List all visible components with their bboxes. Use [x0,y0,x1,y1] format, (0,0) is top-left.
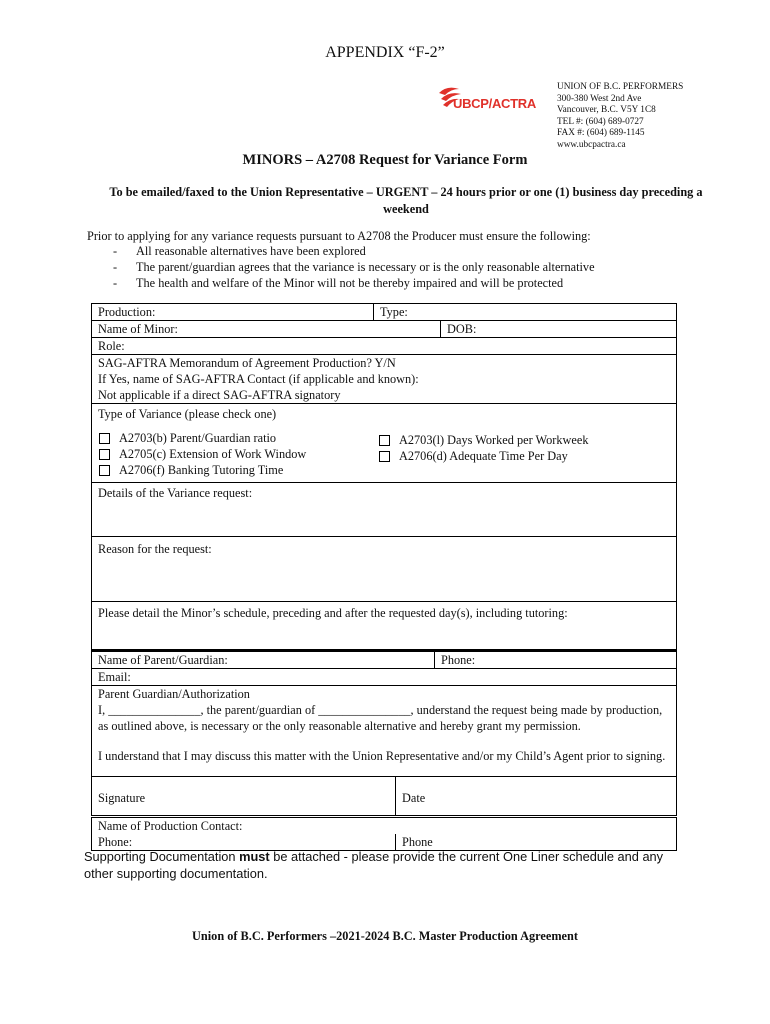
must-emphasis: must [239,849,270,864]
date-field[interactable]: Date [395,777,676,815]
production-contact-phone2-field[interactable]: Phone [395,834,676,850]
variance-option-a2703b[interactable]: A2703(b) Parent/Guardian ratio [98,430,378,446]
checkbox-icon[interactable] [379,451,390,462]
form-subtitle: To be emailed/faxed to the Union Representative – URGENT – 24 hours prior or one (1) business day preceding a weekend [109,185,703,216]
minor-row [91,321,677,338]
intro-text: Prior to applying for any variance requests pursuant to A2708 the Producer must ensure the following: [87,229,591,243]
production-contact-section [91,817,677,851]
ubcp-actra-logo [437,83,539,117]
variance-type-title: Type of Variance (please check one) [98,407,277,421]
type-field[interactable]: Type: [373,304,676,320]
authorization-title: Parent Guardian/Authorization [98,687,250,701]
requirement-item: - The parent/guardian agrees that the variance is necessary or is the only reasonable alternative [113,259,595,275]
name-of-minor-field[interactable]: Name of Minor: [98,322,178,336]
checkbox-icon[interactable] [379,435,390,446]
production-row [91,303,677,321]
sag-aftra-note: Not applicable if a direct SAG-AFTRA signatory [98,388,341,402]
parent-name-field[interactable]: Name of Parent/Guardian: [98,653,228,667]
supporting-documentation-note: Supporting Documentation must be attached - please provide the current One Liner schedule and any other supporting documentation. [84,849,664,881]
variance-option-a2706d[interactable]: A2706(d) Adequate Time Per Day [378,448,658,464]
signature-field[interactable]: Signature [98,791,146,805]
variance-option-a2706f[interactable]: A2706(f) Banking Tutoring Time [98,462,378,478]
parent-row [91,650,677,669]
production-contact-field[interactable]: Name of Production Contact: [98,819,243,833]
requirements-list [113,243,595,291]
checkbox-icon[interactable] [99,433,110,444]
union-name: UNION OF B.C. PERFORMERS [557,82,684,92]
checkbox-icon[interactable] [99,449,110,460]
schedule-field[interactable]: Please detail the Minor’s schedule, preceding and after the requested day(s), including tutoring: [91,602,677,650]
role-field[interactable]: Role: [91,338,677,355]
reason-field[interactable]: Reason for the request: [91,537,677,602]
variance-form [91,303,677,851]
sag-aftra-section [91,355,677,404]
page-footer: Union of B.C. Performers –2021-2024 B.C. Master Production Agreement [192,929,578,943]
email-field[interactable]: Email: [91,669,677,686]
authorization-section [91,686,677,777]
dob-field[interactable]: DOB: [440,321,676,337]
union-address-block [557,82,683,152]
details-field[interactable]: Details of the Variance request: [91,483,677,537]
union-tel: TEL #: (604) 689-0727 [557,116,644,127]
parent-phone-field[interactable]: Phone: [434,652,676,668]
form-title: MINORS – A2708 Request for Variance Form [242,152,528,168]
sag-aftra-question[interactable]: SAG-AFTRA Memorandum of Agreement Production? Y/N [98,356,396,370]
variance-option-a2703l[interactable]: A2703(l) Days Worked per Workweek [378,432,658,448]
union-website: www.ubcpactra.ca [557,139,626,150]
variance-option-a2705c[interactable]: A2705(c) Extension of Work Window [98,446,378,462]
variance-type-section [91,404,677,483]
signature-row [91,777,677,816]
requirement-item: - All reasonable alternatives have been explored [113,243,595,259]
union-fax: FAX #: (604) 689-1145 [557,128,645,139]
discuss-text: I understand that I may discuss this matter with the Union Representative and/or my Child’s Agent prior to signing. [98,749,666,763]
requirement-item: - The health and welfare of the Minor will not be thereby impaired and will be protected [113,275,595,291]
production-contact-phone-field[interactable]: Phone: [98,835,133,849]
union-city: Vancouver, B.C. V5Y 1C8 [557,105,656,116]
sag-aftra-contact-field[interactable]: If Yes, name of SAG-AFTRA Contact (if applicable and known): [98,372,419,386]
appendix-heading: APPENDIX “F-2” [325,44,445,61]
authorization-text: I, _______________, the parent/guardian of _______________, understand the request being made by production, as outlined above, is necessary or the only reasonable alternative and hereby grant my permission. [98,703,663,733]
union-street: 300-380 West 2nd Ave [557,93,642,104]
production-field[interactable]: Production: [98,305,156,319]
checkbox-icon[interactable] [99,465,110,476]
logo-text: UBCP/ACTRA [453,96,536,111]
